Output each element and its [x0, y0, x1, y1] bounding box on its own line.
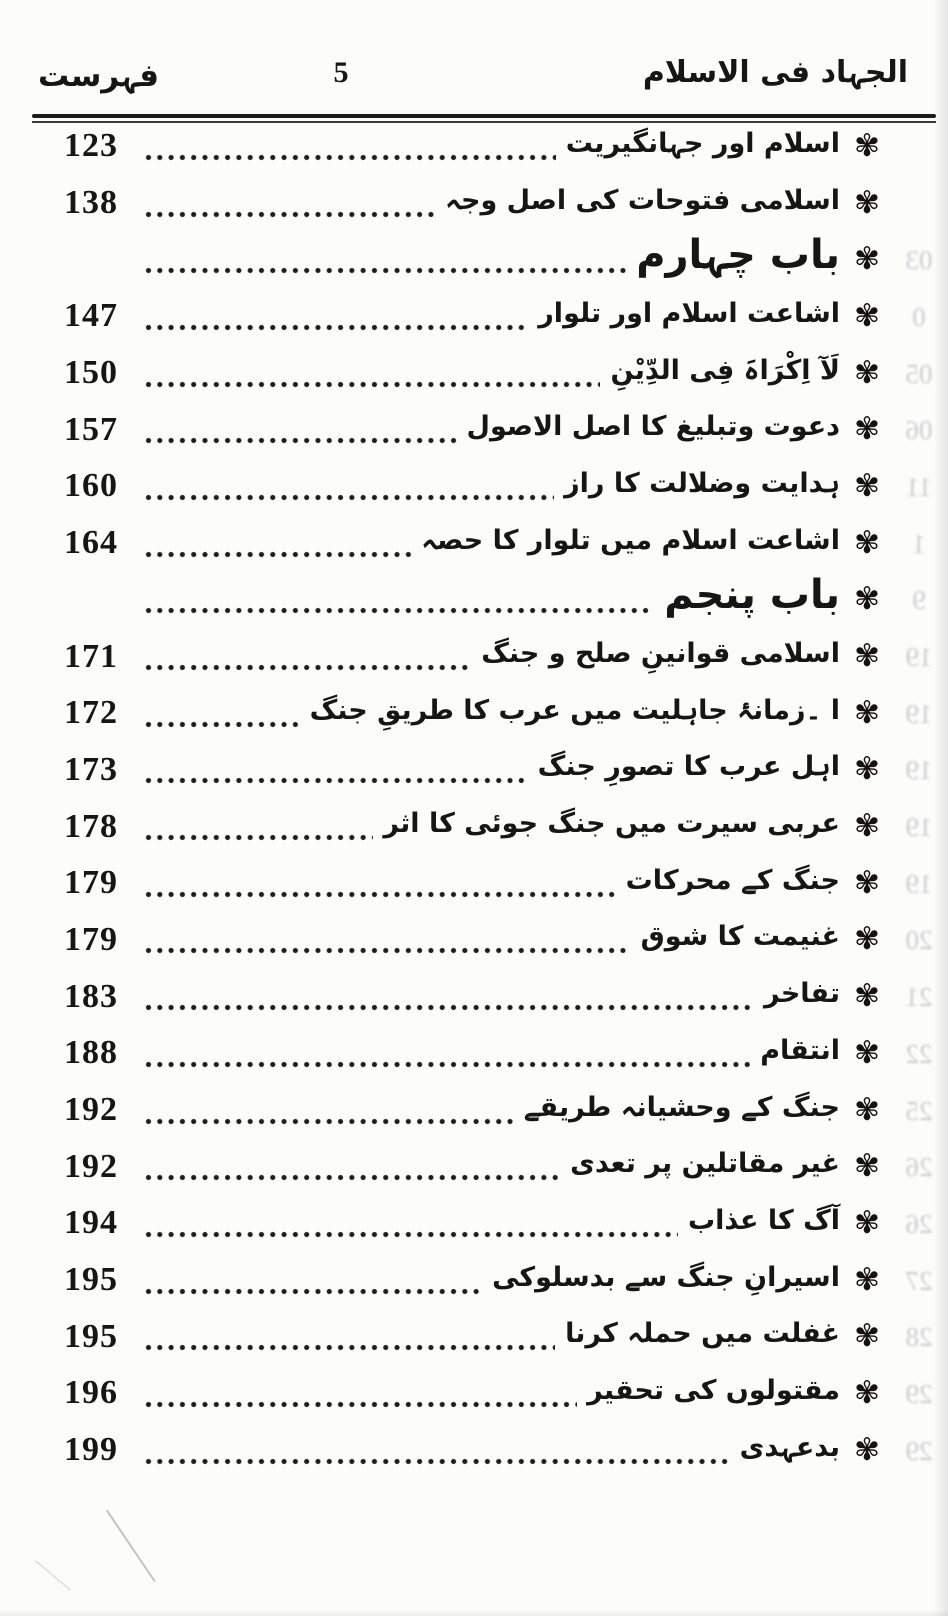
book-title: الجہاد فی الاسلام	[642, 55, 908, 90]
flower-bullet-icon: ✾	[854, 1034, 880, 1071]
toc-row	[0, 854, 948, 911]
bleedthrough-artifact: 28	[905, 1322, 933, 1353]
toc-page-number: 138	[64, 184, 118, 222]
bleedthrough-artifact: 19	[905, 755, 933, 786]
toc-row	[0, 287, 948, 344]
toc-entry-title: اسلامی قوانینِ صلح و جنگ	[481, 638, 840, 670]
toc-row	[0, 344, 948, 401]
bleedthrough-artifact: 19	[905, 812, 933, 843]
flower-bullet-icon: ✾	[854, 411, 880, 448]
toc-row	[0, 1137, 948, 1194]
toc-row	[0, 911, 948, 968]
toc-row	[0, 797, 948, 854]
bleedthrough-artifact: 19	[905, 868, 933, 899]
toc-page-number: 179	[64, 864, 118, 902]
bleedthrough-artifact: 22	[905, 1038, 933, 1069]
bleedthrough-artifact: 06	[905, 415, 933, 446]
toc-page-number: 157	[64, 410, 118, 448]
bleedthrough-artifact: 25	[905, 1095, 933, 1126]
dotted-leader	[144, 606, 654, 615]
page-edge-shading	[0, 1610, 948, 1616]
toc-entry-title: باب پنجم	[664, 571, 840, 618]
toc-page-number: 192	[64, 1147, 118, 1185]
flower-bullet-icon: ✾	[854, 1318, 880, 1355]
toc-entry-title: باب چہارم	[636, 231, 840, 278]
flower-bullet-icon: ✾	[854, 638, 880, 675]
toc-entry-title: ا ۔زمانۂ جاہلیت میں عرب کا طریقِ جنگ	[309, 694, 840, 726]
dotted-leader	[144, 1230, 678, 1239]
flower-bullet-icon: ✾	[854, 751, 880, 788]
flower-bullet-icon: ✾	[854, 1148, 880, 1185]
dotted-leader	[144, 1457, 730, 1466]
toc-page-number: 164	[64, 524, 118, 562]
dotted-leader	[144, 1173, 560, 1182]
dotted-leader	[144, 1400, 577, 1409]
toc-row	[0, 174, 948, 231]
toc-page-number: 178	[64, 807, 118, 845]
toc-entry-title: اشاعت اسلام میں تلوار کا حصہ	[421, 524, 840, 556]
toc-page-number: 147	[64, 297, 118, 335]
toc-row	[0, 1307, 948, 1364]
toc-row	[0, 230, 948, 287]
dotted-leader	[144, 493, 554, 502]
toc-entry-title: مقتولوں کی تحقیر	[587, 1374, 840, 1406]
flower-bullet-icon: ✾	[854, 921, 880, 958]
bleedthrough-artifact: 26	[905, 1152, 933, 1183]
flower-bullet-icon: ✾	[854, 1431, 880, 1468]
dotted-leader	[144, 1117, 514, 1126]
bleedthrough-artifact: 19	[905, 698, 933, 729]
toc-entry-title: آگ کا عذاب	[688, 1204, 840, 1236]
toc-page-number: 195	[64, 1317, 118, 1355]
dotted-leader	[144, 550, 411, 559]
bleedthrough-artifact: 1	[912, 528, 926, 559]
bleedthrough-artifact: 21	[905, 982, 933, 1013]
dotted-leader	[144, 663, 471, 672]
dotted-leader	[144, 1003, 754, 1012]
bleedthrough-artifact: 19	[905, 642, 933, 673]
toc-page-number: 194	[64, 1204, 118, 1242]
flower-bullet-icon: ✾	[854, 1091, 880, 1128]
toc-entry-title: تفاخر	[764, 978, 840, 1010]
flower-bullet-icon: ✾	[854, 241, 880, 278]
bleedthrough-artifact: 0	[912, 301, 926, 332]
dotted-leader	[144, 323, 528, 332]
toc-entry-title: عربی سیرت میں جنگ جوئی کا اثر	[383, 808, 840, 840]
toc-entry-title: غنیمت کا شوق	[640, 921, 840, 953]
flower-bullet-icon: ✾	[854, 978, 880, 1015]
toc-page-number: 192	[64, 1091, 118, 1129]
toc-entry-title: اسلام اور جہانگیریت	[565, 127, 840, 159]
bleedthrough-artifact: 9	[912, 585, 926, 616]
flower-bullet-icon: ✾	[854, 297, 880, 334]
toc-entry-title: اسیرانِ جنگ سے بدسلوکی	[492, 1261, 840, 1293]
dotted-leader	[144, 720, 300, 729]
toc-row	[0, 1024, 948, 1081]
toc-entry-title: غفلت میں حملہ کرنا	[565, 1318, 840, 1350]
toc-page-number: 160	[64, 467, 118, 505]
toc-entry-title: انتقام	[760, 1034, 840, 1066]
flower-bullet-icon: ✾	[854, 1204, 880, 1241]
flower-bullet-icon: ✾	[854, 467, 880, 504]
toc-entry-title: لَآ اِکْرَاہَ فِی الدِّیْنِ	[610, 354, 840, 386]
flower-bullet-icon: ✾	[854, 1374, 880, 1411]
flower-bullet-icon: ✾	[854, 184, 880, 221]
bleedthrough-artifact: 11	[906, 471, 932, 502]
toc-page-number: 199	[64, 1431, 118, 1469]
running-title-fehrist: فہرست	[38, 58, 160, 94]
toc-page-number: 150	[64, 354, 118, 392]
toc-row	[0, 1194, 948, 1251]
toc-entry-title: اسلامی فتوحات کی اصل وجہ	[445, 184, 840, 216]
toc-page-number: 196	[64, 1374, 118, 1412]
bleedthrough-artifact: 29	[905, 1435, 933, 1466]
toc-entry-title: دعوت وتبلیغ کا اصل الاصول	[466, 411, 840, 443]
toc-entry-title: اشاعت اسلام اور تلوار	[538, 297, 840, 329]
dotted-leader	[144, 436, 457, 445]
page-header	[38, 54, 908, 94]
toc-row	[0, 627, 948, 684]
scan-scratch-artifact	[106, 1510, 155, 1582]
bleedthrough-artifact: 03	[905, 245, 933, 276]
toc-row	[0, 684, 948, 741]
toc-row	[0, 1081, 948, 1138]
dotted-leader	[144, 946, 631, 955]
toc-entry-title: جنگ کے وحشیانہ طریقے	[523, 1091, 840, 1123]
page-number: 5	[333, 56, 349, 89]
bleedthrough-artifact: 26	[905, 1208, 933, 1239]
dotted-leader	[144, 890, 616, 899]
toc-row	[0, 1251, 948, 1308]
toc-list	[0, 117, 948, 1478]
flower-bullet-icon: ✾	[854, 808, 880, 845]
dotted-leader	[144, 1287, 482, 1296]
toc-row	[0, 514, 948, 571]
toc-page-number: 173	[64, 750, 118, 788]
flower-bullet-icon: ✾	[854, 127, 880, 164]
flower-bullet-icon: ✾	[854, 694, 880, 731]
toc-page-number: 195	[64, 1261, 118, 1299]
toc-entry-title: اہل عرب کا تصورِ جنگ	[537, 751, 840, 783]
flower-bullet-icon: ✾	[854, 354, 880, 391]
bleedthrough-artifact: 20	[905, 925, 933, 956]
dotted-leader	[144, 833, 373, 842]
toc-row	[0, 400, 948, 457]
dotted-leader	[144, 1343, 555, 1352]
flower-bullet-icon: ✾	[854, 864, 880, 901]
flower-bullet-icon: ✾	[854, 581, 880, 618]
toc-row	[0, 967, 948, 1024]
dotted-leader	[144, 153, 556, 162]
dotted-leader	[144, 776, 528, 785]
toc-row	[0, 117, 948, 174]
toc-entry-title: غیر مقاتلین پر تعدی	[570, 1148, 840, 1180]
toc-row	[0, 571, 948, 628]
toc-row	[0, 457, 948, 514]
bleedthrough-artifact: 05	[905, 358, 933, 389]
toc-page-number: 123	[64, 127, 118, 165]
page-edge-shading	[934, 0, 948, 1616]
flower-bullet-icon: ✾	[854, 1261, 880, 1298]
toc-entry-title: ہدایت وضلالت کا راز	[564, 467, 840, 499]
toc-row	[0, 741, 948, 798]
toc-page-number: 179	[64, 920, 118, 958]
dotted-leader	[144, 266, 626, 275]
toc-row	[0, 1421, 948, 1478]
dotted-leader	[144, 380, 600, 389]
bleedthrough-artifact: 27	[905, 1265, 933, 1296]
bleedthrough-artifact: 29	[905, 1378, 933, 1409]
scan-scratch-artifact	[35, 1560, 71, 1591]
flower-bullet-icon: ✾	[854, 524, 880, 561]
dotted-leader	[144, 1060, 750, 1069]
toc-entry-title: جنگ کے محرکات	[625, 864, 840, 896]
toc-page-number: 183	[64, 977, 118, 1015]
toc-row	[0, 1364, 948, 1421]
dotted-leader	[144, 210, 435, 219]
toc-entry-title: بدعہدی	[739, 1431, 840, 1463]
toc-page-number: 172	[64, 694, 118, 732]
toc-page-number: 188	[64, 1034, 118, 1072]
toc-page-number: 171	[64, 637, 118, 675]
